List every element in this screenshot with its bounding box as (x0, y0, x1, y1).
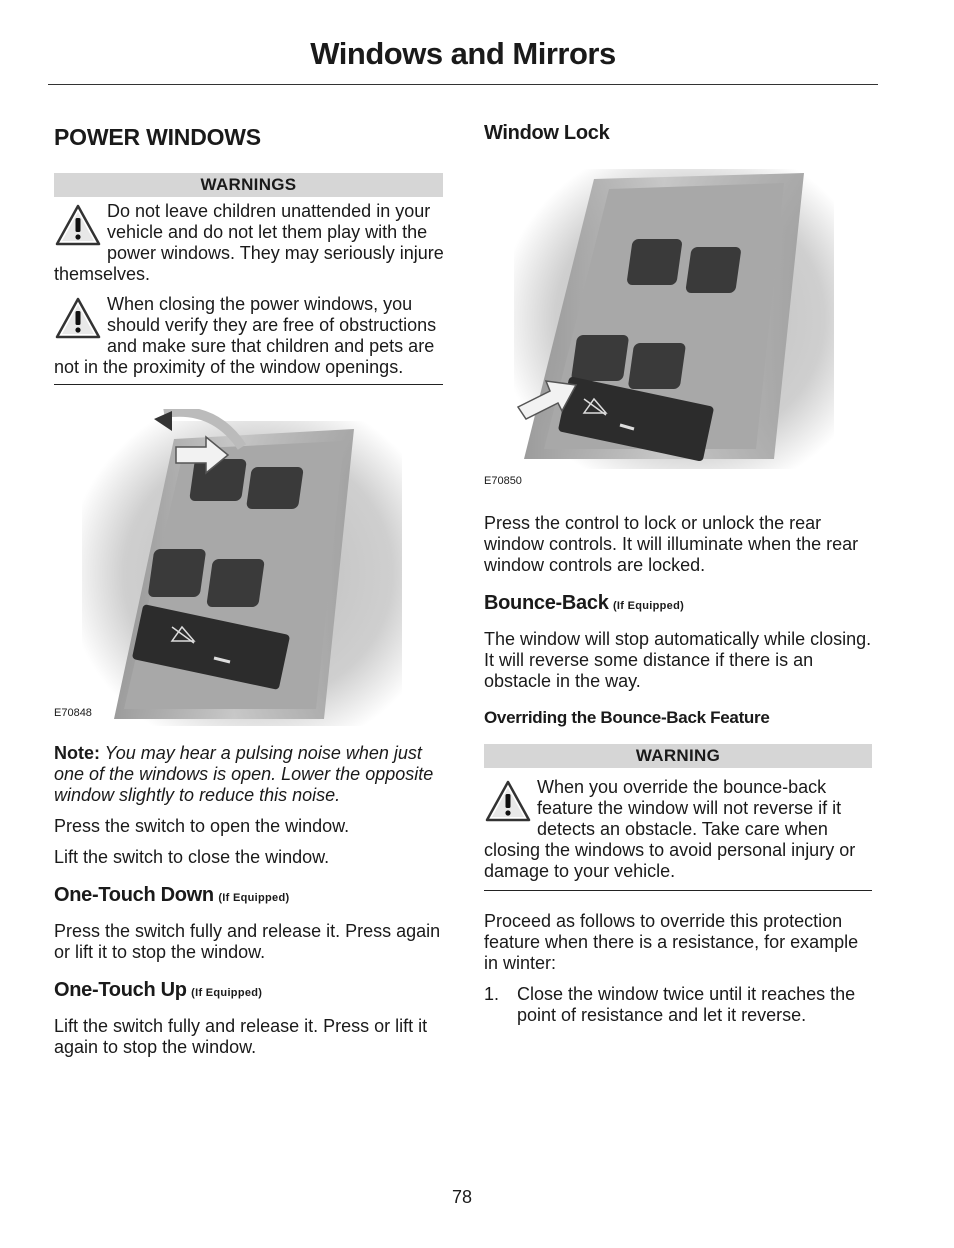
override-title: Overriding the Bounce-Back Feature (484, 708, 770, 727)
figure-window-lock (484, 159, 874, 487)
window-lock-illustration (484, 159, 874, 479)
list-item: 1. Close the window twice until it reaches the point of resistance and let it reverse. (484, 984, 856, 1025)
warning-item: Do not leave children unattended in your vehicle and do not let them play with the power windows. They may seriously injure themselves. (54, 201, 444, 284)
figure-window-switches (54, 409, 444, 729)
press-switch-text: Press the switch to open the window. (54, 816, 350, 836)
figure-code: E70848 (54, 707, 92, 719)
one-touch-down-heading: One-Touch Down (If Equipped) (54, 884, 290, 906)
warning-item: When closing the power windows, you should verify they are free of obstructions and make sure that children and pets are not in the proximity of the window openings. (54, 294, 437, 377)
page-number: 78 (451, 1187, 473, 1207)
proceed-text: Proceed as follows to override this protection feature when there is a resistance, for example in winter: (484, 911, 859, 973)
note-paragraph: Note: You may hear a pulsing noise when just one of the windows is open. Lower the opposite window slightly to reduce this noise. (54, 743, 434, 805)
one-touch-down-text: Press the switch fully and release it. Press again or lift it to stop the window. (54, 921, 441, 962)
page-title: Windows and Mirrors (310, 36, 616, 71)
window-lock-title: Window Lock (484, 122, 610, 144)
bounce-back-text: The window will stop automatically while closing. It will reverse some distance if there is an obstacle in the way. (484, 629, 872, 691)
one-touch-up-text: Lift the switch fully and release it. Press or lift it again to stop the window. (54, 1016, 428, 1057)
warning-triangle-icon (54, 296, 102, 340)
window-lock-text: Press the control to lock or unlock the rear window controls. It will illuminate when the rear window controls are locked. (484, 513, 859, 575)
warning-item: When you override the bounce-back feature the window will not reverse if it detects an obstacle. Take care when closing the windows to avoid personal injury or damage to your vehicle. (484, 777, 856, 881)
header-divider (48, 84, 878, 85)
warning-label: WARNING (484, 744, 872, 768)
section-title: POWER WINDOWS (54, 124, 261, 150)
warning-divider (484, 890, 872, 891)
warning-triangle-icon (484, 779, 532, 823)
right-column (484, 100, 874, 1026)
figure-code: E70850 (484, 475, 522, 487)
warnings-divider (54, 384, 443, 385)
window-switch-illustration (54, 409, 444, 729)
one-touch-up-heading: One-Touch Up (If Equipped) (54, 979, 263, 1001)
lift-switch-text: Lift the switch to close the window. (54, 847, 330, 867)
bounce-back-heading: Bounce-Back (If Equipped) (484, 592, 685, 614)
left-column (54, 100, 444, 1058)
warning-triangle-icon (54, 203, 102, 247)
warnings-label: WARNINGS (54, 173, 443, 197)
